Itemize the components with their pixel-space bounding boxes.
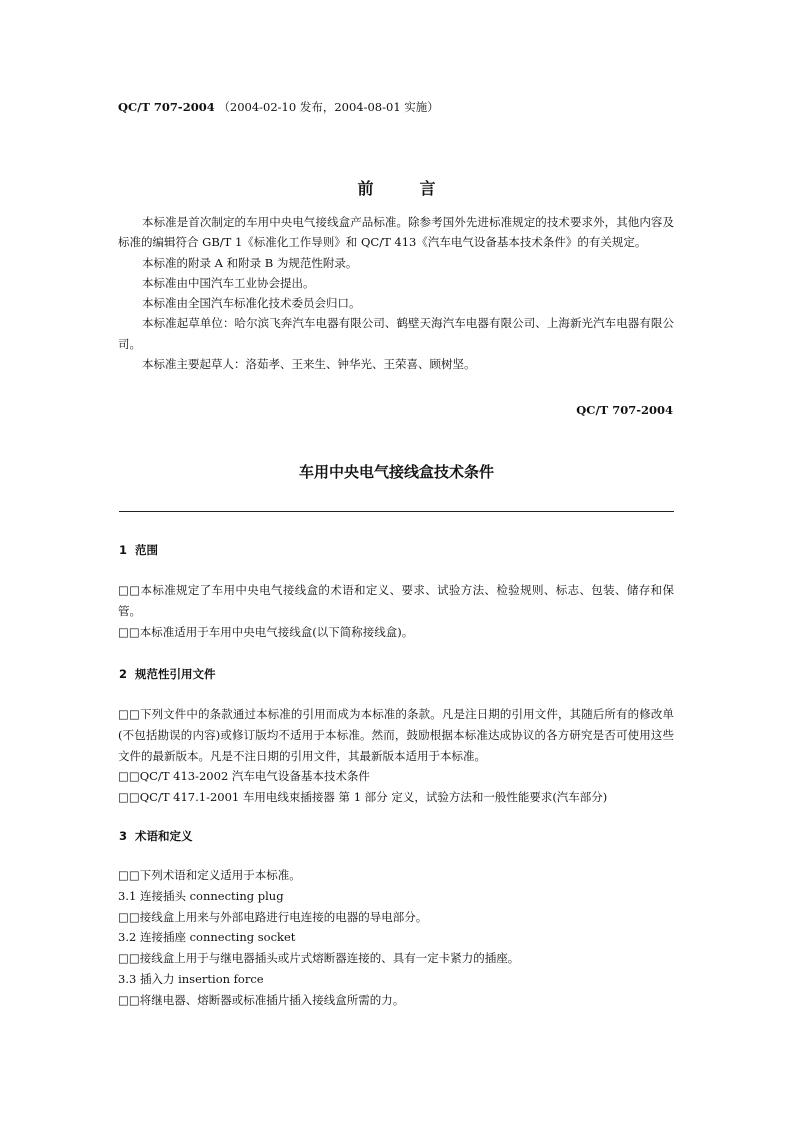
section-title: 范围 bbox=[135, 543, 159, 557]
section-number: 2 bbox=[119, 667, 128, 681]
foreword-paragraph: 本标准主要起草人：洛茹孝、王来生、钟华光、王荣喜、顾树坚。 bbox=[142, 357, 476, 372]
section-line: 3.3 插入力 insertion force bbox=[118, 971, 264, 986]
foreword-paragraph: 本标准由全国汽车标准化技术委员会归口。 bbox=[142, 296, 361, 311]
section-line: □□下列文件中的条款通过本标准的引用而成为本标准的条款。凡是注日期的引用文件，其随后所有的修改单(不包括勘误的内容)或修订版均不适用于本标准。然而，鼓励根据本标准达成协议的各方研究是否可使用这些文件的最新版本。凡是不注日期的引用文件，其最新版本适用于本标准。 bbox=[118, 707, 674, 763]
standard-header bbox=[118, 99, 439, 115]
foreword-title-right: 言 bbox=[419, 179, 436, 198]
foreword-paragraph: 本标准起草单位：哈尔滨飞奔汽车电器有限公司、鹤壁天海汽车电器有限公司、上海新光汽车电器有限公司。 bbox=[118, 316, 674, 351]
section-line: □□QC/T 417.1-2001 车用电线束插接器 第 1 部分 定义，试验方法和一般性能要求(汽车部分) bbox=[118, 790, 608, 805]
section-2-heading bbox=[119, 666, 216, 682]
header-code: QC/T 707-2004 bbox=[118, 100, 215, 114]
section-1-body bbox=[118, 580, 674, 642]
foreword-title-left: 前 bbox=[357, 179, 374, 198]
foreword-paragraph: 本标准是首次制定的车用中央电气接线盒产品标准。除参考国外先进标准规定的技术要求外，其他内容及标准的编辑符合 GB/T 1《标准化工作导则》和 QC/T 413《汽车电气设备基本技术条件》的有关规定。 bbox=[118, 215, 674, 250]
section-line: 3.1 连接插头 connecting plug bbox=[118, 888, 284, 903]
section-line: □□接线盒上用来与外部电路进行电连接的电器的导电部分。 bbox=[118, 909, 428, 924]
foreword-body bbox=[118, 212, 674, 374]
section-1-heading bbox=[119, 542, 158, 558]
section-number: 1 bbox=[119, 543, 128, 557]
section-3-body bbox=[118, 865, 674, 1011]
standard-code: QC/T 707-2004 bbox=[576, 403, 673, 417]
section-line: □□下列术语和定义适用于本标准。 bbox=[118, 868, 301, 882]
section-3-heading bbox=[119, 828, 193, 844]
section-line: □□将继电器、熔断器或标准插片插入接线盒所需的力。 bbox=[118, 992, 405, 1007]
document-title: 车用中央电气接线盒技术条件 bbox=[298, 463, 494, 481]
section-line: 3.2 连接插座 connecting socket bbox=[118, 930, 296, 945]
foreword-title bbox=[0, 176, 793, 199]
foreword-paragraph: 本标准的附录 A 和附录 B 为规范性附录。 bbox=[142, 255, 358, 270]
section-line: □□本标准规定了车用中央电气接线盒的术语和定义、要求、试验方法、检验规则、标志、包装、储存和保管。 bbox=[118, 583, 674, 618]
section-title: 规范性引用文件 bbox=[135, 667, 216, 681]
section-number: 3 bbox=[119, 829, 128, 843]
foreword-paragraph: 本标准由中国汽车工业协会提出。 bbox=[142, 275, 315, 290]
section-line: □□接线盒上用于与继电器插头或片式熔断器连接的、具有一定卡紧力的插座。 bbox=[118, 951, 520, 966]
section-line: □□本标准适用于车用中央电气接线盒(以下简称接线盒)。 bbox=[118, 624, 414, 639]
section-title: 术语和定义 bbox=[135, 829, 193, 843]
title-divider bbox=[119, 511, 674, 512]
header-dates: （2004-02-10 发布，2004-08-01 实施） bbox=[218, 100, 439, 114]
section-2-body bbox=[118, 704, 674, 808]
section-line: □□QC/T 413-2002 汽车电气设备基本技术条件 bbox=[118, 769, 370, 784]
